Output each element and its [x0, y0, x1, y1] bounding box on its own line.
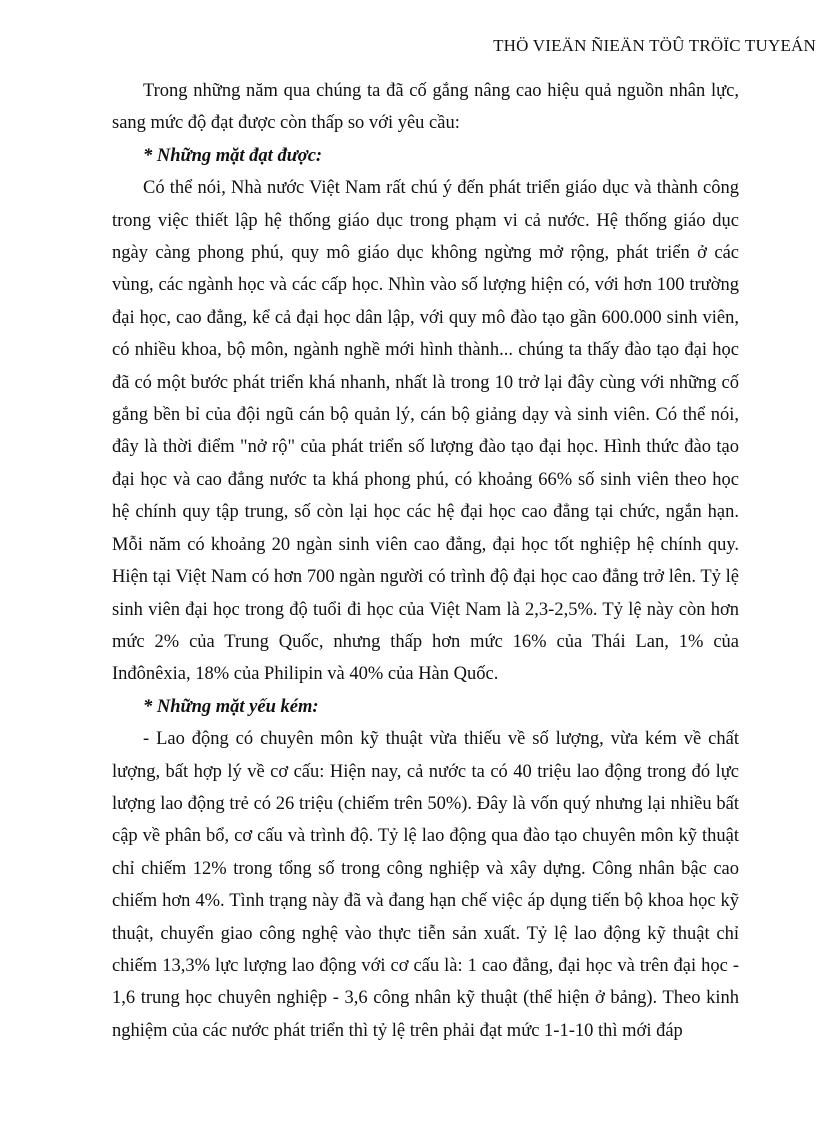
intro-paragraph: Trong những năm qua chúng ta đã cố gắng nâng cao hiệu quả nguồn nhân lực, sang mức độ đạt được còn thấp so với yêu cầu:: [112, 81, 739, 134]
weak-paragraph: - Lao động có chuyên môn kỹ thuật vừa thiếu về số lượng, vừa kém về chất lượng, bất hợp lý về cơ cấu: Hiện nay, cả nước ta có 40 triệu lao động trong đó lực lượng lao động trẻ có 26 triệu (chiếm trên 50%). Đây là vốn quý nhưng lại nhiều bất cập về phân bổ, cơ cấu và trình độ. Tỷ lệ lao động qua đào tạo chuyên môn kỹ thuật chỉ chiếm 12% trong tổng số trong công nghiệp và xây dựng. Công nhân bậc cao chiếm hơn 4%. Tình trạng này đã và đang hạn chế việc áp dụng tiến bộ khoa học kỹ thuật, chuyển giao công nghệ vào thực tiễn sản xuất. Tỷ lệ lao động kỹ thuật chỉ chiếm 13,3% lực lượng lao động với cơ cấu là: 1 cao đẳng, đại học và trên đại học - 1,6 trung học chuyên nghiệp - 3,6 công nhân kỹ thuật (thể hiện ở bảng). Theo kinh nghiệm của các nước phát triển thì tỷ lệ trên phải đạt mức 1-1-10 thì mới đáp: [112, 729, 739, 1041]
section-heading-achieved: * Những mặt đạt được:: [143, 145, 323, 166]
page-header: THÖ VIEÄN ÑIEÄN TÖÛ TRÖÏC TUYEÁN: [493, 36, 816, 55]
document-body: [112, 75, 739, 1047]
achieved-paragraph: Có thể nói, Nhà nước Việt Nam rất chú ý đến phát triển giáo dục và thành công trong việc thiết lập hệ thống giáo dục trong phạm vi cả nước. Hệ thống giáo dục ngày càng phong phú, quy mô giáo dục không ngừng mở rộng, phát triển ở các vùng, các ngành học và các cấp học. Nhìn vào số lượng hiện có, với hơn 100 trường đại học, cao đẳng, kể cả đại học dân lập, với quy mô đào tạo gần 600.000 sinh viên, có nhiều khoa, bộ môn, ngành nghề mới hình thành... chúng ta thấy đào tạo đại học đã có một bước phát triển khá nhanh, nhất là trong 10 trở lại đây cùng với những cố gắng bền bỉ của đội ngũ cán bộ quản lý, cán bộ giảng dạy và sinh viên. Có thể nói, đây là thời điểm "nở rộ" của phát triển số lượng đào tạo đại học. Hình thức đào tạo đại học và cao đẳng nước ta khá phong phú, có khoảng 66% số sinh viên theo học hệ chính quy tập trung, số còn lại học các hệ đại học cao đẳng tại chức, ngắn hạn. Mỗi năm có khoảng 20 ngàn sinh viên cao đẳng, đại học tốt nghiệp hệ chính quy. Hiện tại Việt Nam có hơn 700 ngàn người có trình độ đại học cao đẳng trở lên. Tỷ lệ sinh viên đại học trong độ tuổi đi học của Việt Nam là 2,3-2,5%. Tỷ lệ này còn hơn mức 2% của Trung Quốc, nhưng thấp hơn mức 16% của Thái Lan, 1% của Inđônêxia, 18% của Philipin và 40% của Hàn Quốc.: [112, 178, 739, 685]
section-heading-weak: * Những mặt yếu kém:: [143, 696, 319, 717]
